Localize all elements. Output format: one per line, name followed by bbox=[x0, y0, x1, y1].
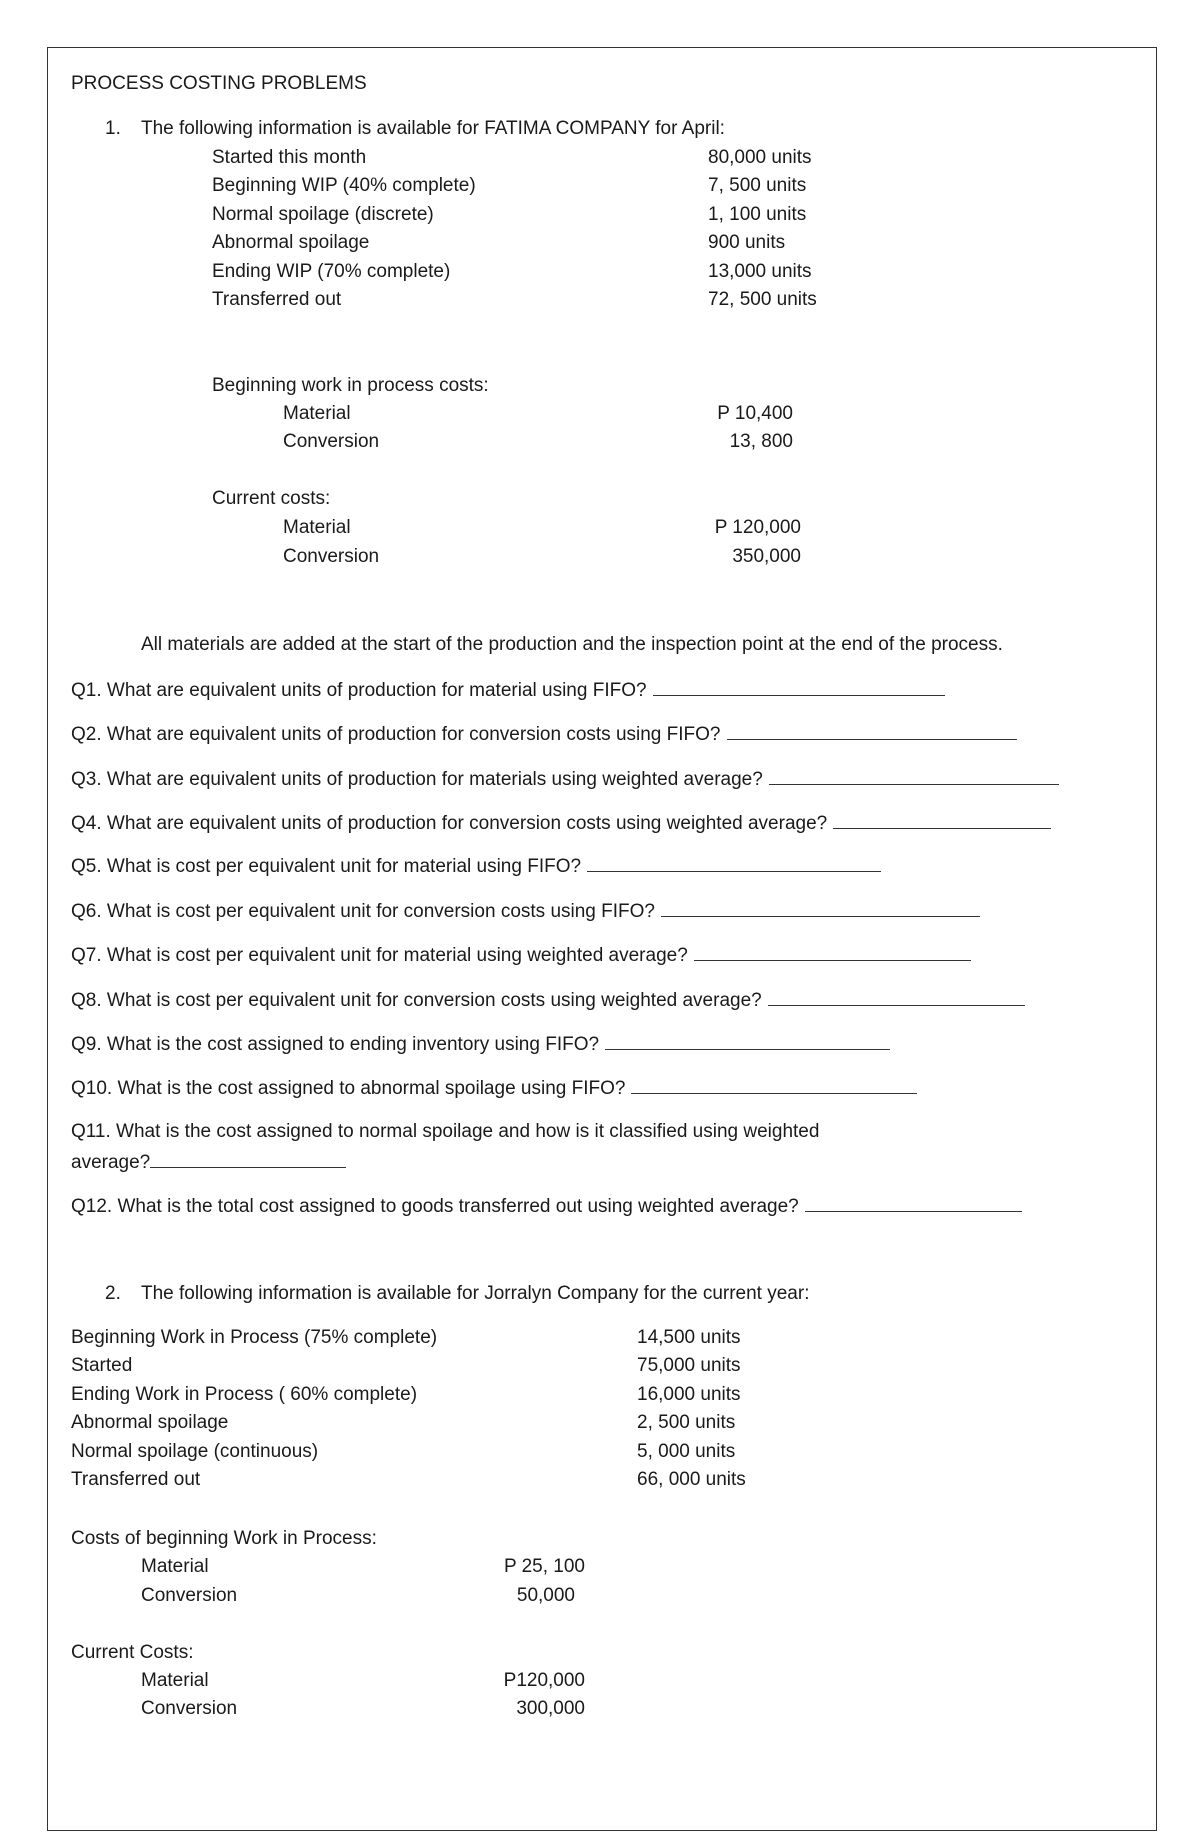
answer-blank[interactable] bbox=[694, 942, 971, 961]
p2-cur-material-value: P120,000 bbox=[503, 1670, 585, 1691]
problem-2-number: 2. bbox=[105, 1283, 121, 1304]
question: Q7. What is cost per equivalent unit for material using weighted average? bbox=[71, 942, 971, 968]
page-title: PROCESS COSTING PROBLEMS bbox=[71, 73, 367, 94]
unit-label: Ending Work in Process ( 60% complete) bbox=[71, 1384, 418, 1405]
answer-blank[interactable] bbox=[150, 1149, 346, 1168]
unit-label: Beginning WIP (40% complete) bbox=[212, 175, 476, 196]
p2-current-costs-heading: Current Costs: bbox=[71, 1642, 194, 1663]
p2-cur-conversion-value: 300,000 bbox=[516, 1698, 585, 1719]
unit-label: Ending WIP (70% complete) bbox=[212, 261, 451, 282]
beginning-wip-heading: Beginning work in process costs: bbox=[212, 375, 489, 396]
unit-label: Started this month bbox=[212, 147, 367, 168]
beg-material-label: Material bbox=[283, 403, 351, 424]
unit-value: 66, 000 units bbox=[637, 1469, 746, 1490]
unit-label: Abnormal spoilage bbox=[212, 232, 370, 253]
cur-material-value: P 120,000 bbox=[714, 517, 801, 538]
p2-cur-conversion-label: Conversion bbox=[141, 1698, 238, 1719]
answer-blank[interactable] bbox=[727, 721, 1017, 740]
question: Q3. What are equivalent units of production for materials using weighted average? bbox=[71, 766, 1059, 792]
unit-label: Transferred out bbox=[212, 289, 342, 310]
question: Q10. What is the cost assigned to abnormal spoilage using FIFO? bbox=[71, 1075, 917, 1101]
answer-blank[interactable] bbox=[661, 898, 980, 917]
beg-material-value: P 10,400 bbox=[717, 403, 793, 424]
unit-value: 5, 000 units bbox=[637, 1441, 736, 1462]
unit-value: 1, 100 units bbox=[708, 204, 807, 225]
unit-label: Abnormal spoilage bbox=[71, 1412, 229, 1433]
p2-beg-material-value: P 25, 100 bbox=[503, 1556, 585, 1577]
problem-1-intro: The following information is available for FATIMA COMPANY for April: bbox=[141, 118, 725, 139]
cur-conversion-label: Conversion bbox=[283, 546, 380, 567]
beg-conversion-value: 13, 800 bbox=[729, 431, 793, 452]
problem-1-number: 1. bbox=[105, 118, 121, 139]
p2-cur-material-label: Material bbox=[141, 1670, 209, 1691]
problem-2-intro: The following information is available for Jorralyn Company for the current year: bbox=[141, 1283, 810, 1304]
answer-blank[interactable] bbox=[605, 1031, 890, 1050]
answer-blank[interactable] bbox=[653, 677, 945, 696]
unit-label: Started bbox=[71, 1355, 133, 1376]
answer-blank[interactable] bbox=[587, 853, 881, 872]
question: Q1. What are equivalent units of production for material using FIFO? bbox=[71, 677, 945, 703]
unit-value: 16,000 units bbox=[637, 1384, 741, 1405]
unit-label: Normal spoilage (continuous) bbox=[71, 1441, 319, 1462]
current-costs-heading: Current costs: bbox=[212, 488, 331, 509]
unit-value: 14,500 units bbox=[637, 1327, 741, 1348]
unit-value: 2, 500 units bbox=[637, 1412, 736, 1433]
answer-blank[interactable] bbox=[768, 987, 1025, 1006]
question: Q2. What are equivalent units of production for conversion costs using FIFO? bbox=[71, 721, 1017, 747]
unit-value: 72, 500 units bbox=[708, 289, 817, 310]
answer-blank[interactable] bbox=[833, 810, 1051, 829]
question-continuation: average? bbox=[71, 1149, 346, 1175]
answer-blank[interactable] bbox=[769, 766, 1059, 785]
unit-value: 75,000 units bbox=[637, 1355, 741, 1376]
unit-label: Beginning Work in Process (75% complete) bbox=[71, 1327, 438, 1348]
answer-blank[interactable] bbox=[631, 1075, 917, 1094]
unit-label: Normal spoilage (discrete) bbox=[212, 204, 434, 225]
cur-material-label: Material bbox=[283, 517, 351, 538]
p2-beg-conversion-value: 50,000 bbox=[516, 1585, 575, 1606]
question: Q9. What is the cost assigned to ending inventory using FIFO? bbox=[71, 1031, 890, 1057]
unit-value: 900 units bbox=[708, 232, 786, 253]
question: Q5. What is cost per equivalent unit for material using FIFO? bbox=[71, 853, 881, 879]
unit-value: 13,000 units bbox=[708, 261, 812, 282]
unit-value: 80,000 units bbox=[708, 147, 812, 168]
question: Q6. What is cost per equivalent unit for conversion costs using FIFO? bbox=[71, 898, 980, 924]
beg-conversion-label: Conversion bbox=[283, 431, 380, 452]
unit-label: Transferred out bbox=[71, 1469, 201, 1490]
p2-beg-material-label: Material bbox=[141, 1556, 209, 1577]
cur-conversion-value: 350,000 bbox=[732, 546, 801, 567]
p2-beg-conversion-label: Conversion bbox=[141, 1585, 238, 1606]
answer-blank[interactable] bbox=[805, 1193, 1022, 1212]
question: Q11. What is the cost assigned to normal spoilage and how is it classified using weighted bbox=[71, 1121, 820, 1142]
p2-beginning-wip-heading: Costs of beginning Work in Process: bbox=[71, 1528, 377, 1549]
question: Q4. What are equivalent units of production for conversion costs using weighted average? bbox=[71, 810, 1051, 836]
question: Q12. What is the total cost assigned to goods transferred out using weighted average? bbox=[71, 1193, 1022, 1219]
problem-1-note: All materials are added at the start of the production and the inspection point at the end of the process. bbox=[141, 634, 1003, 655]
page-border bbox=[47, 47, 1157, 1831]
unit-value: 7, 500 units bbox=[708, 175, 807, 196]
question: Q8. What is cost per equivalent unit for conversion costs using weighted average? bbox=[71, 987, 1025, 1013]
